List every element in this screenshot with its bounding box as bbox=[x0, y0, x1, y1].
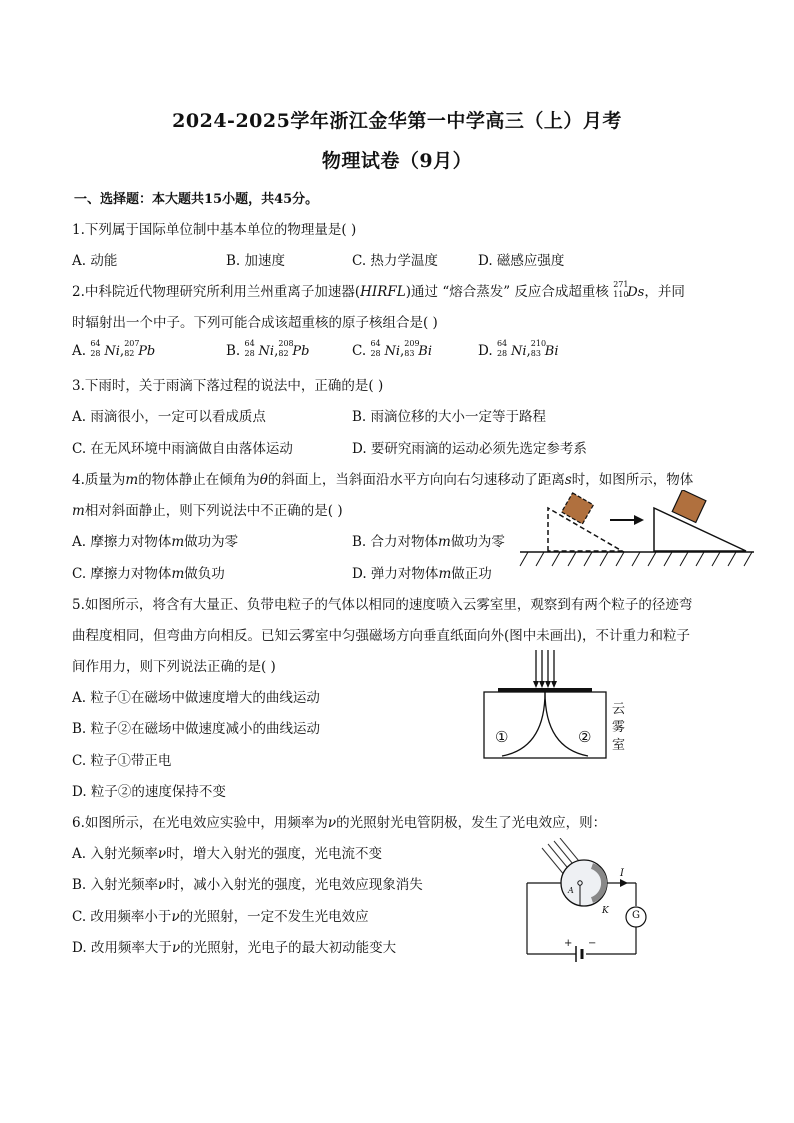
q5-stem-line3: 间作用力，则下列说法正确的是( ) bbox=[72, 659, 276, 675]
q4-stem-line2: m相对斜面静止，则下列说法中不正确的是( ) bbox=[72, 503, 343, 519]
q1-option-b: B. 加速度 bbox=[226, 253, 286, 269]
cloud-chamber-figure bbox=[482, 648, 632, 760]
incline-figure bbox=[518, 490, 758, 575]
q1-option-d: D. 磁感应强度 bbox=[478, 253, 565, 269]
q3-stem: 3.下雨时，关于雨滴下落过程的说法中，正确的是( ) bbox=[72, 378, 384, 394]
q2-option-a: A. 64 28 Ni, 207 82 Pb bbox=[72, 339, 156, 359]
q4-option-c: C. 摩擦力对物体m做负功 bbox=[72, 566, 225, 582]
q1-option-c: C. 热力学温度 bbox=[352, 253, 438, 269]
q1-stem: 1.下列属于国际单位制中基本单位的物理量是( ) bbox=[72, 222, 357, 238]
q2-option-b: B. 64 28 Ni, 208 82 Pb bbox=[226, 339, 310, 359]
chamber-label-2: 雾 bbox=[612, 720, 626, 735]
q6-option-c: C. 改用频率小于ν的光照射，一定不发生光电效应 bbox=[72, 909, 369, 925]
q2-stem-line1: 2.中科院近代物理研究所利用兰州重离子加速器(HIRFL)通过 “熔合蒸发” 反应合成超重核 271 110 Ds，并同 bbox=[72, 280, 685, 300]
anode-label: A bbox=[568, 886, 574, 895]
exam-title: 2024-2025学年浙江金华第一中学高三（上）月考 bbox=[172, 110, 622, 132]
photoelectric-figure bbox=[524, 838, 654, 962]
particle-1-label: ① bbox=[495, 728, 509, 746]
q4-stem-line1: 4.质量为m的物体静止在倾角为θ的斜面上，当斜面沿水平方向向右匀速移动了距离s时，如图所示，物体 bbox=[72, 472, 694, 488]
q6-stem: 6.如图所示，在光电效应实验中，用频率为ν的光照射光电管阴极，发生了光电效应，则： bbox=[72, 815, 607, 831]
q6-option-b: B. 入射光频率ν时，减小入射光的强度，光电效应现象消失 bbox=[72, 877, 423, 893]
battery-plus: + bbox=[564, 938, 573, 949]
q3-option-c: C. 在无风环境中雨滴做自由落体运动 bbox=[72, 441, 293, 457]
q5-option-d: D. 粒子②的速度保持不变 bbox=[72, 784, 226, 800]
current-label: I bbox=[620, 868, 624, 879]
q5-option-b: B. 粒子②在磁场中做速度减小的曲线运动 bbox=[72, 721, 321, 737]
q4-option-a: A. 摩擦力对物体m做功为零 bbox=[72, 534, 239, 550]
chamber-label-3: 室 bbox=[612, 738, 626, 753]
q5-option-a: A. 粒子①在磁场中做速度增大的曲线运动 bbox=[72, 690, 320, 706]
q1-option-a: A. 动能 bbox=[72, 253, 118, 269]
q3-option-b: B. 雨滴位移的大小一定等于路程 bbox=[352, 409, 547, 425]
q2-hirfl: HIRFL bbox=[360, 284, 406, 300]
q5-stem-line2: 曲程度相同，但弯曲方向相反。已知云雾室中匀强磁场方向垂直纸面向外(图中未画出)，不计重力和粒子 bbox=[72, 628, 691, 644]
q5-option-c: C. 粒子①带正电 bbox=[72, 753, 172, 769]
q6-option-d: D. 改用频率大于ν的光照射，光电子的最大初动能变大 bbox=[72, 940, 397, 956]
q6-option-a: A. 入射光频率ν时，增大入射光的强度，光电流不变 bbox=[72, 846, 383, 862]
q2-stem-line2: 时辐射出一个中子。下列可能合成该超重核的原子核组合是( ) bbox=[72, 315, 438, 331]
q2-option-c: C. 64 28 Ni, 209 83 Bi bbox=[352, 339, 432, 359]
q5-stem-line1: 5.如图所示，将含有大量正、负带电粒子的气体以相同的速度喷入云雾室里，观察到有两个粒子的径迹弯 bbox=[72, 597, 693, 613]
battery-minus: − bbox=[588, 938, 597, 949]
q4-option-b: B. 合力对物体m做功为零 bbox=[352, 534, 505, 550]
q2-option-d: D. 64 28 Ni, 210 83 Bi bbox=[478, 339, 559, 359]
particle-2-label: ② bbox=[578, 728, 592, 746]
nuclide-ds: 271 110 Ds bbox=[613, 280, 645, 300]
section-heading: 一、选择题：本大题共15小题，共45分。 bbox=[74, 192, 319, 207]
q4-option-d: D. 弹力对物体m做正功 bbox=[352, 566, 492, 582]
exam-subtitle: 物理试卷（9月） bbox=[321, 150, 473, 172]
chamber-label-1: 云 bbox=[612, 702, 626, 717]
cathode-label: K bbox=[602, 906, 609, 916]
q3-option-d: D. 要研究雨滴的运动必须先选定参考系 bbox=[352, 441, 587, 457]
q3-option-a: A. 雨滴很小，一定可以看成质点 bbox=[72, 409, 266, 425]
galvanometer-label: G bbox=[632, 910, 640, 921]
